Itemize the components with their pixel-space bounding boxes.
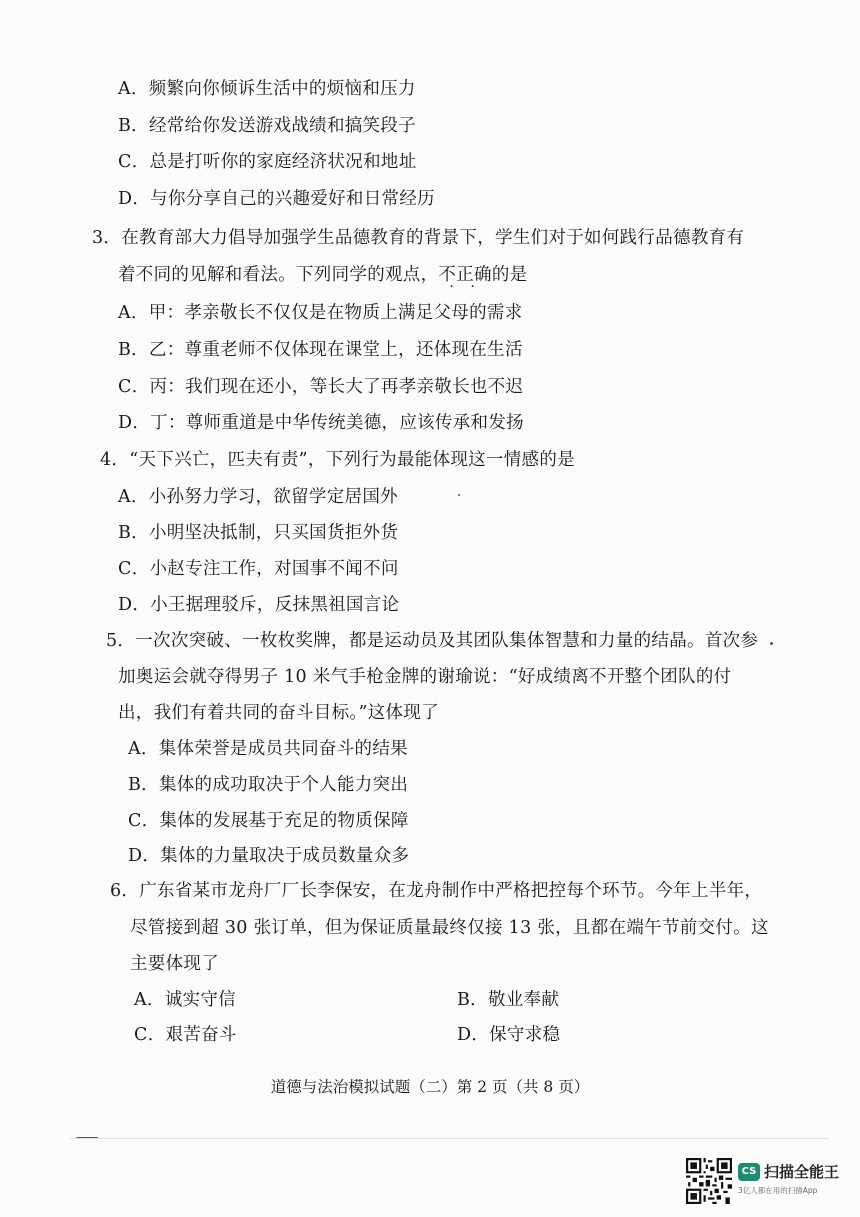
q4-option-b: B．小明坚决抵制，只买国货拒外货	[118, 523, 399, 543]
scanner-watermark	[686, 1158, 840, 1206]
q6-option-c: C．艰苦奋斗	[134, 1025, 237, 1045]
q3-stem-text: 着不同的见解和看法。下列同学的观点，	[118, 265, 439, 285]
q5-stem-line3: 出，我们有着共同的奋斗目标。”这体现了	[118, 703, 439, 723]
camscanner-name: 扫描全能王	[764, 1163, 840, 1181]
q3-option-c: C．丙：我们现在还小，等长大了再孝亲敬长也不迟	[118, 377, 524, 397]
q6-stem-line3: 主要体现了	[130, 954, 219, 974]
q3-stem-line2	[118, 264, 527, 286]
q3-option-b: B．乙：尊重老师不仅体现在课堂上，还体现在生活	[118, 340, 523, 360]
q5-option-a: A．集体荣誉是成员共同奋斗的结果	[128, 739, 408, 759]
q3-stem-line1: 3．在教育部大力倡导加强学生品德教育的背景下，学生们对于如何践行品德教育有	[92, 228, 745, 248]
q3-option-a: A．甲：孝亲敬长不仅仅是在物质上满足父母的需求	[118, 303, 523, 323]
q2-option-d: D．与你分享自己的兴趣爱好和日常经历	[118, 189, 435, 209]
q6-option-b: B．敬业奉献	[457, 990, 560, 1010]
page-footer: 道德与法治模拟试题（二）第 2 页（共 8 页）	[270, 1078, 590, 1096]
q4-option-a: A．小孙努力学习，欲留学定居国外	[118, 487, 398, 507]
q3-emphasis-word: 不正确 · ·	[438, 265, 491, 285]
q5-stem-line1: 5．一次次突破、一枚枚奖牌，都是运动员及其团队集体智慧和力量的结晶。首次参	[106, 631, 759, 651]
q4-stem: 4．“天下兴亡，匹夫有责”，下列行为最能体现这一情感的是	[100, 450, 575, 470]
q2-option-c: C．总是打听你的家庭经济状况和地址	[118, 152, 417, 172]
q6-stem-line1: 6．广东省某市龙舟厂厂长李保安，在龙舟制作中严格把控每个环节。今年上半年，	[110, 881, 763, 901]
q6-option-a: A．诚实守信	[134, 990, 236, 1010]
q6-stem-line2: 尽管接到超 30 张订单，但为保证质量最终仅接 13 张，且都在端午节前交付。这	[130, 918, 769, 938]
q5-option-c: C．集体的发展基于充足的物质保障	[128, 811, 409, 831]
q5-stem-line2: 加奥运会就夺得男子 10 米气手枪金牌的谢瑜说：“好成绩离不开整个团队的付	[118, 667, 732, 687]
q3-option-d: D．丁：尊师重道是中华传统美德，应该传承和发扬	[118, 413, 524, 433]
q4-option-c: C．小赵专注工作，对国事不闻不问	[118, 559, 399, 579]
scan-speck	[770, 642, 773, 645]
camscanner-tagline: 3亿人都在用的扫描App	[738, 1186, 818, 1195]
qr-code-icon	[686, 1158, 732, 1204]
camscanner-logo: CS	[738, 1163, 760, 1181]
q3-stem-tail: 的是	[491, 265, 528, 285]
q6-option-d: D．保守求稳	[457, 1025, 561, 1045]
q2-option-a: A．频繁向你倾诉生活中的烦恼和压力	[118, 79, 416, 99]
q4-option-d: D．小王据理驳斥，反抹黑祖国言论	[118, 595, 400, 615]
q5-option-b: B．集体的成功取决于个人能力突出	[128, 775, 409, 795]
divider	[70, 1138, 830, 1139]
scan-speck	[458, 494, 460, 496]
q2-option-b: B．经常给你发送游戏战绩和搞笑段子	[118, 116, 416, 136]
q5-option-d: D．集体的力量取决于成员数量众多	[128, 846, 410, 866]
